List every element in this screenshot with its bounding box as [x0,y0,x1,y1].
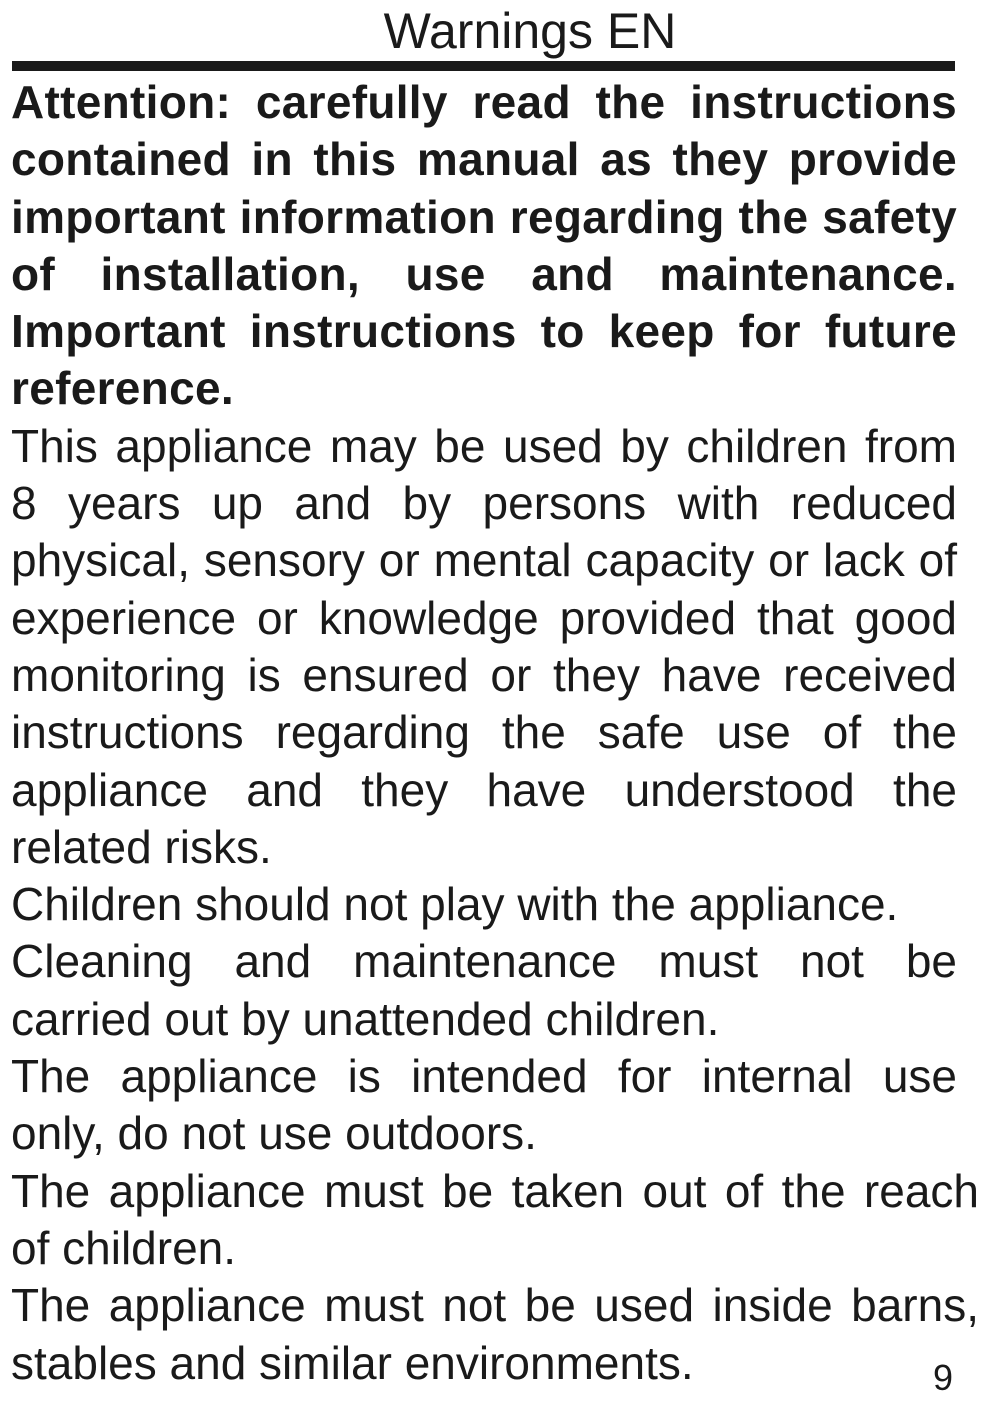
children-usage-paragraph: This appliance may be used by children from 8 years up and by persons with reduced physical, sensory or mental capacity or lack of experience or knowledge provided that good monitoring is ensured or they have received instructions regarding the safe use of the appliance and they have understood the related risks. [11,419,957,873]
page-title: Warnings EN [383,3,677,59]
cleaning-paragraph: Cleaning and maintenance must not be carried out by unattended children. [11,935,957,1045]
no-play-paragraph: Children should not play with the appliance. [11,878,899,931]
barns-paragraph: The appliance must not be used inside barns, stables and similar environments. [11,1279,979,1389]
header-divider [12,61,955,71]
reach-of-children-paragraph: The appliance must be taken out of the reach of children. [11,1164,979,1274]
warnings-content [11,74,979,1392]
internal-use-paragraph: The appliance is intended for internal use only, do not use outdoors. [11,1050,957,1160]
attention-paragraph: Attention: carefully read the instructions contained in this manual as they provide important information regarding the safety of installation, use and maintenance. Important instructions to keep for future reference. [11,76,957,415]
page-number: 9 [933,1357,954,1398]
